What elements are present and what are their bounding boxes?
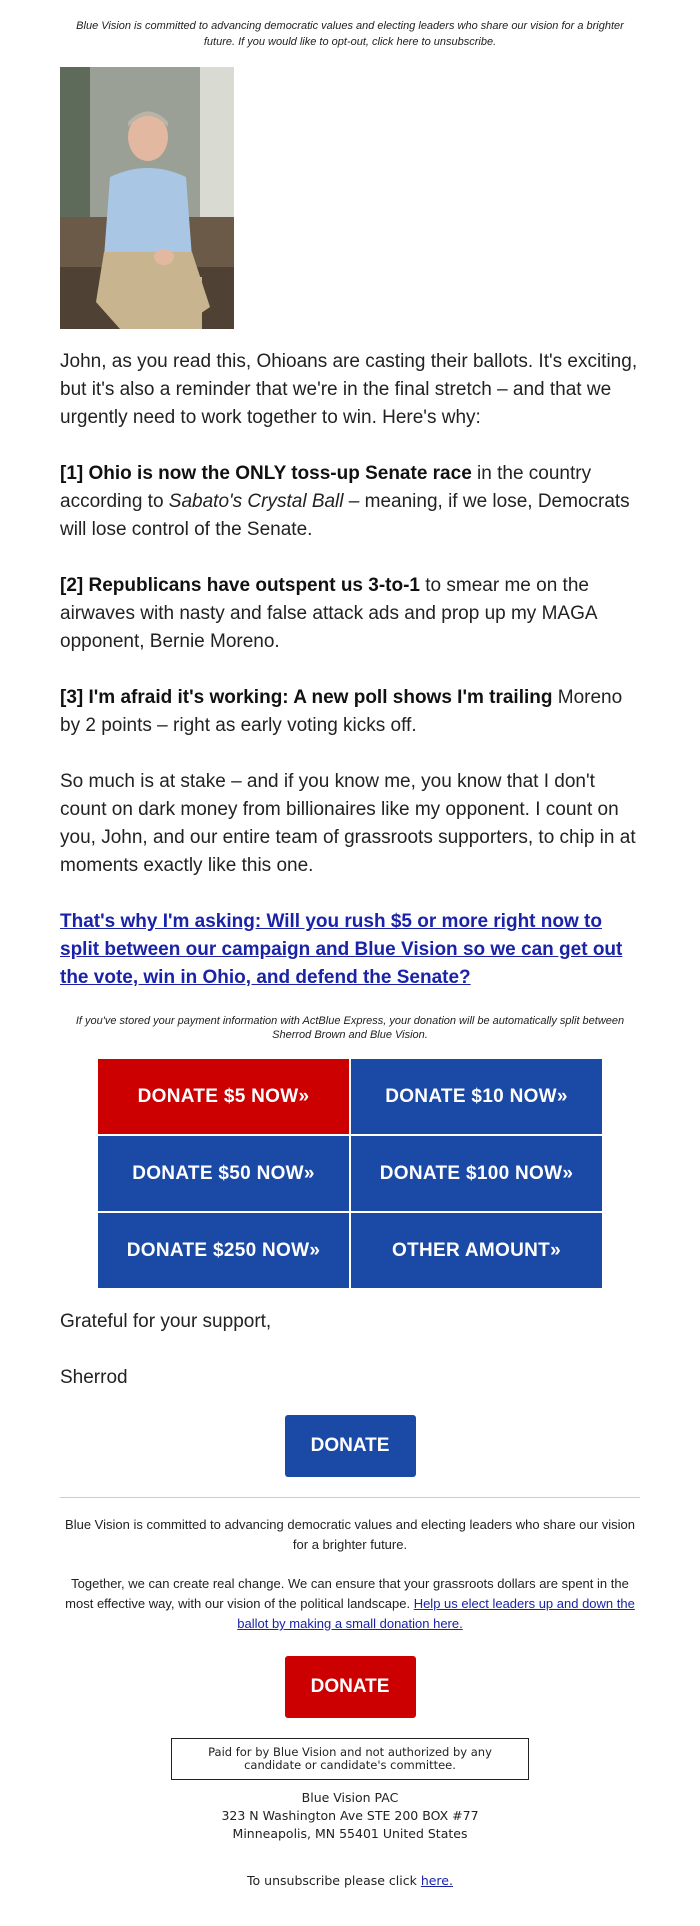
paid-for-disclaimer: Paid for by Blue Vision and not authorized by any candidate or candidate's committee. [171, 1738, 529, 1780]
address-line-2: Minneapolis, MN 55401 United States [232, 1826, 468, 1841]
footer-together [60, 1574, 640, 1634]
org-name: Blue Vision PAC [301, 1790, 399, 1805]
donate-50-button[interactable]: DONATE $50 NOW» [98, 1136, 349, 1211]
point-3-paragraph [60, 684, 640, 740]
closing-line: Grateful for your support, [60, 1311, 272, 1332]
point-1-italic: Sabato's Crystal Ball [168, 491, 344, 512]
point-1-text-b: – meaning, if we lose, Democrats will lose control of the Senate. [60, 491, 630, 540]
footer-together-text: Together, we can create real change. We can ensure that your grassroots dollars are spent in the most effective way, with our vision of the political landscape. [65, 1576, 629, 1611]
point-2-text: to smear me on the airwaves with nasty and false attack ads and prop up my MAGA opponent, Bernie Moreno. [60, 575, 597, 652]
other-amount-button[interactable]: OTHER AMOUNT» [351, 1213, 602, 1288]
point-3-bold: [3] I'm afraid it's working: A new poll shows I'm trailing [60, 687, 553, 708]
unsubscribe-line [60, 1873, 640, 1888]
unsubscribe-text: To unsubscribe please click [247, 1873, 421, 1888]
point-2-paragraph [60, 572, 640, 656]
donate-button[interactable]: DONATE [285, 1415, 416, 1477]
point-2-bold: [2] Republicans have outspent us 3-to-1 [60, 575, 420, 596]
email-body [60, 0, 640, 1888]
actblue-express-note: If you've stored your payment information with ActBlue Express, your donation will be automatically split between Sherrod Brown and Blue Vision. [75, 1015, 625, 1041]
intro-paragraph: John, as you read this, Ohioans are casting their ballots. It's exciting, but it's also a reminder that we're in the final stretch – and that we urgently need to work together to win. Here's why: [60, 351, 638, 428]
donate-5-button[interactable]: DONATE $5 NOW» [98, 1059, 349, 1134]
point-3-text: Moreno by 2 points – right as early voting kicks off. [60, 687, 623, 736]
footer-divider [60, 1497, 640, 1498]
mailing-address [60, 1789, 640, 1843]
candidate-photo [60, 67, 234, 329]
signature: Sherrod [60, 1367, 128, 1388]
ask-link[interactable]: That's why I'm asking: Will you rush $5 or more right now to split between our campaign and Blue Vision so we can get out the vote, win in Ohio, and defend the Senate? [60, 911, 623, 988]
footer-donate-link[interactable]: Help us elect leaders up and down the ballot by making a small donation here. [237, 1596, 635, 1631]
header-note[interactable]: Blue Vision is committed to advancing democratic values and electing leaders who share our vision for a brighter future. If you would like to opt-out, click here to unsubscribe. [76, 20, 624, 48]
donate-grid [98, 1059, 602, 1288]
footer-donate-button[interactable]: DONATE [285, 1656, 416, 1718]
address-line-1: 323 N Washington Ave STE 200 BOX #77 [221, 1808, 479, 1823]
point-1-paragraph [60, 460, 640, 544]
donate-100-button[interactable]: DONATE $100 NOW» [351, 1136, 602, 1211]
point-1-text-a: in the country according to [60, 463, 592, 512]
point-1-bold: [1] Ohio is now the ONLY toss-up Senate race [60, 463, 472, 484]
donate-10-button[interactable]: DONATE $10 NOW» [351, 1059, 602, 1134]
footer-mission: Blue Vision is committed to advancing democratic values and electing leaders who share our vision for a brighter future. [65, 1517, 635, 1552]
unsubscribe-link[interactable]: here. [420, 1873, 453, 1888]
donate-250-button[interactable]: DONATE $250 NOW» [98, 1213, 349, 1288]
stakes-paragraph: So much is at stake – and if you know me, you know that I don't count on dark money from billionaires like my opponent. I count on you, John, and our entire team of grassroots supporters, to chip in at moments exactly like this one. [60, 771, 636, 876]
